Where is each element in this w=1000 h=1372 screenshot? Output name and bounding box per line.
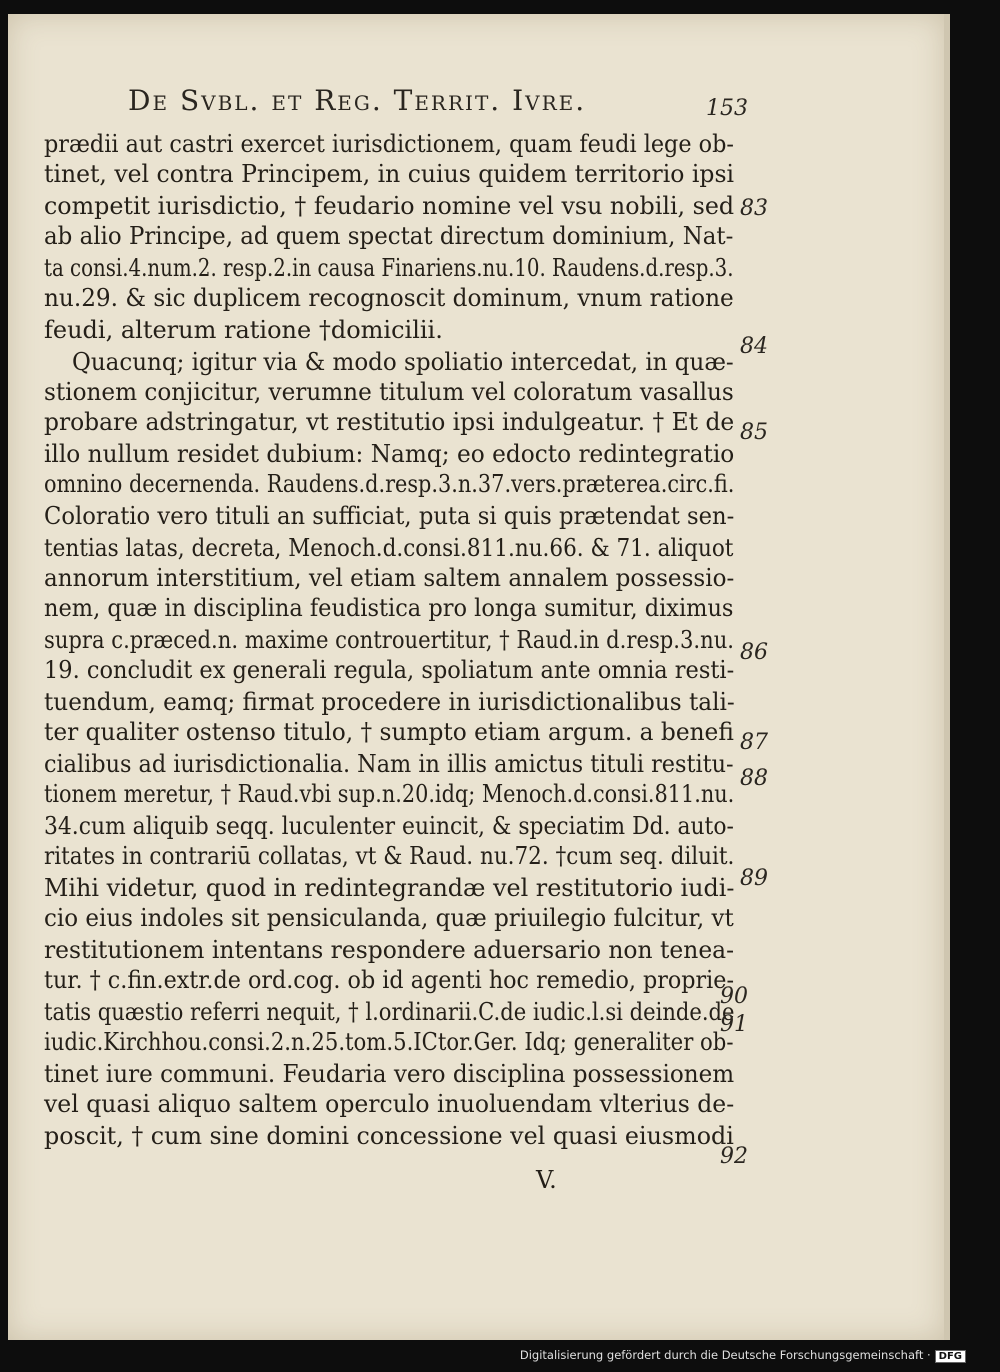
text-line: restitutionem intentans respondere aduersario non tenea- (44, 936, 735, 964)
text-line: poscit, † cum sine domini concessione vel quasi eiusmodi (44, 1122, 734, 1150)
text-line: Mihi videtur, quod in redintegrandæ vel restitutorio iudi- (44, 874, 735, 902)
margin-number: 88 (740, 766, 768, 791)
margin-number: 86 (740, 640, 768, 665)
running-head: De Svbl. et Reg. Territ. Ivre. (128, 84, 587, 117)
text-line: omnino decernenda. Raudens.d.resp.3.n.37.vers.præterea.circ.fi. (44, 470, 735, 498)
text-line: tur. † c.fin.extr.de ord.cog. ob id agenti hoc remedio, proprie- (44, 966, 734, 994)
dfg-logo: DFG (935, 1350, 966, 1363)
catchword: V. (536, 1166, 557, 1194)
text-line: Coloratio vero tituli an sufficiat, puta si quis prætendat sen- (44, 502, 735, 530)
text-line: tentias latas, decreta, Menoch.d.consi.811.nu.66. & 71. aliquot (44, 534, 734, 562)
text-line: cialibus ad iurisdictionalia. Nam in illis amictus tituli restitu- (44, 750, 734, 778)
margin-number: 89 (740, 866, 768, 891)
text-line: tionem meretur, † Raud.vbi sup.n.20.idq; Menoch.d.consi.811.nu. (44, 780, 735, 808)
text-line: Quacunq; igitur via & modo spoliatio intercedat, in quæ- (72, 348, 734, 376)
text-line: ritates in contrariū collatas, vt & Raud. nu.72. †cum seq. diluit. (44, 842, 735, 870)
text-line: 19. concludit ex generali regula, spoliatum ante omnia resti- (44, 656, 735, 684)
margin-number: 87 (740, 730, 768, 755)
margin-number: 83 (740, 196, 768, 221)
text-line: vel quasi aliquo saltem operculo inuoluendam vlterius de- (44, 1090, 735, 1118)
text-line: feudi, alterum ratione †domicilii. (44, 316, 443, 344)
text-line: tatis quæstio referri nequit, † l.ordinarii.C.de iudic.l.si deinde.de (44, 998, 735, 1026)
funding-footer (520, 1348, 966, 1363)
text-line: tuendum, eamq; firmat procedere in iurisdictionalibus tali- (44, 688, 735, 716)
text-line: tinet, vel contra Principem, in cuius quidem territorio ipsi (44, 160, 735, 188)
text-line: competit iurisdictio, † feudario nomine vel vsu nobili, sed (44, 192, 735, 220)
text-line: ter qualiter ostenso titulo, † sumpto etiam argum. a benefi (44, 718, 734, 746)
page-edge (944, 14, 950, 1340)
text-line: nem, quæ in disciplina feudistica pro longa sumitur, diximus (44, 594, 734, 622)
page-number: 153 (706, 96, 748, 121)
text-line: iudic.Kirchhou.consi.2.n.25.tom.5.ICtor.Ger. Idq; generaliter ob- (44, 1028, 734, 1056)
margin-number: 90 (720, 984, 748, 1009)
text-line: supra c.præced.n. maxime controuertitur, † Raud.in d.resp.3.nu. (44, 626, 735, 654)
text-line: stionem conjicitur, verumne titulum vel coloratum vasallus (44, 378, 734, 406)
text-line: 34.cum aliquib seqq. luculenter euincit, & speciatim Dd. auto- (44, 812, 734, 840)
text-line: annorum interstitium, vel etiam saltem annalem possessio- (44, 564, 735, 592)
text-line: prædii aut castri exercet iurisdictionem, quam feudi lege ob- (44, 130, 734, 158)
text-line: nu.29. & sic duplicem recognoscit dominum, vnum ratione (44, 284, 734, 312)
text-line: cio eius indoles sit pensiculanda, quæ priuilegio fulcitur, vt (44, 904, 734, 932)
text-line: probare adstringatur, vt restitutio ipsi indulgeatur. † Et de (44, 408, 735, 436)
footer-text: Digitalisierung gefördert durch die Deutsche Forschungsgemeinschaft · (519, 1348, 931, 1362)
text-line: illo nullum residet dubium: Namq; eo edocto redintegratio (44, 440, 735, 468)
text-line: ta consi.4.num.2. resp.2.in causa Finariens.nu.10. Raudens.d.resp.3. (44, 254, 734, 282)
margin-number: 91 (720, 1012, 748, 1037)
text-line: ab alio Principe, ad quem spectat directum dominium, Nat- (44, 222, 734, 250)
text-line: tinet iure communi. Feudaria vero disciplina possessionem (44, 1060, 735, 1088)
margin-number: 85 (740, 420, 768, 445)
margin-number: 84 (740, 334, 768, 359)
margin-number: 92 (720, 1144, 748, 1169)
